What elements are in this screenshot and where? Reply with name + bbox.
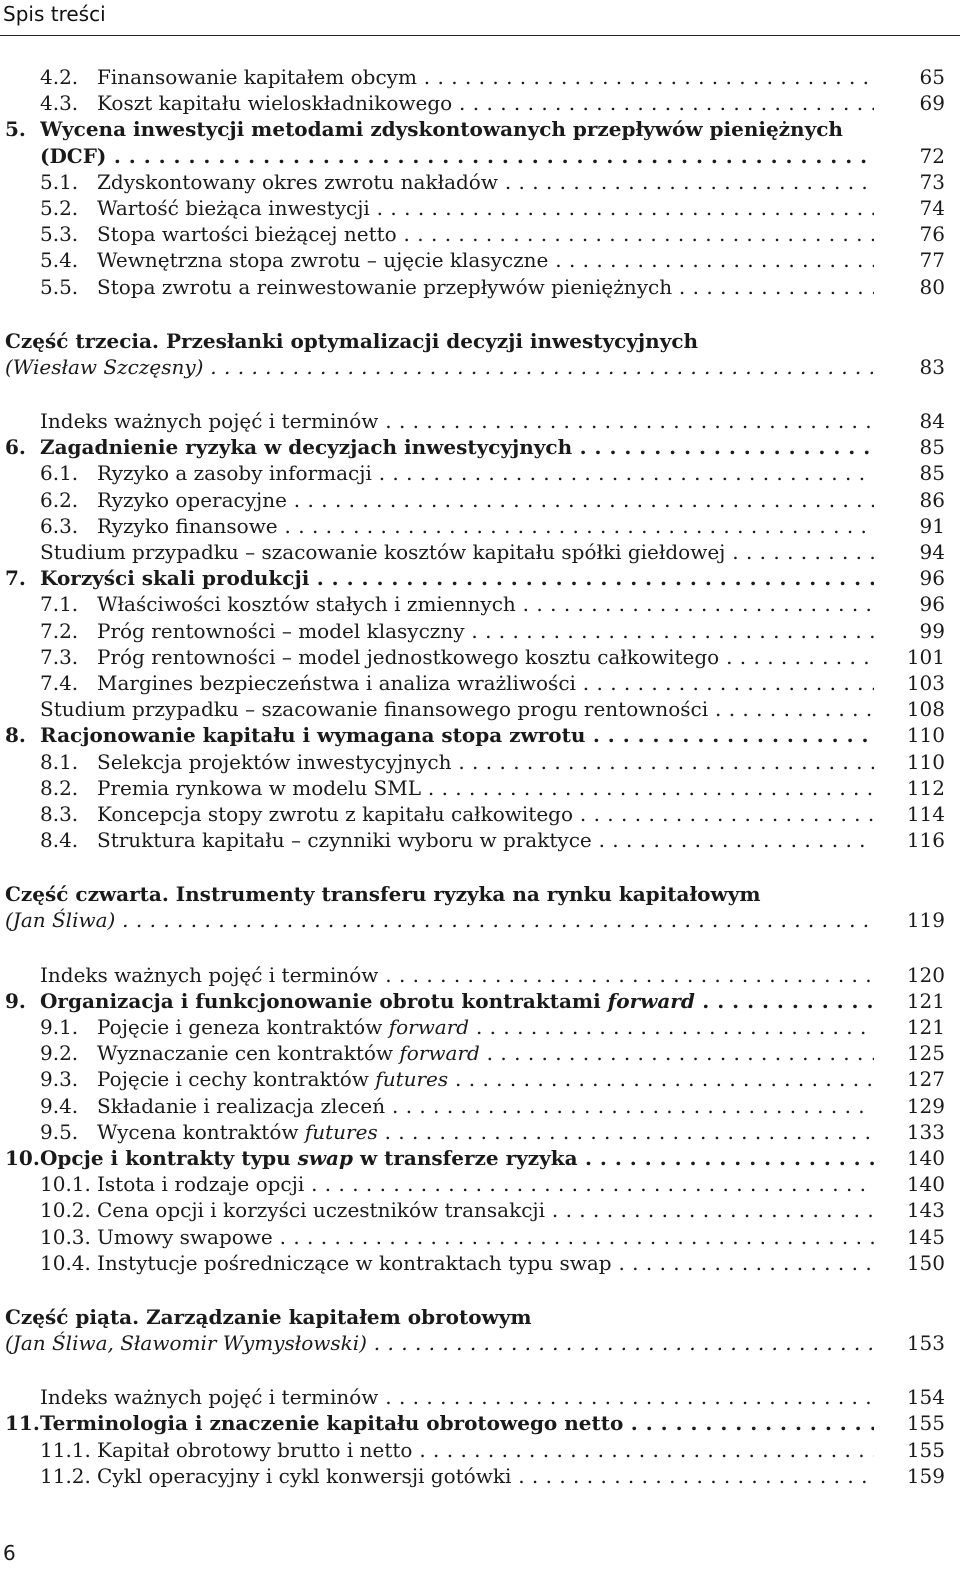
page-number: 125	[906, 1041, 945, 1066]
toc-entry[interactable]	[0, 1463, 960, 1489]
entry-number: 4.3.	[40, 91, 79, 116]
entry-number: 9.3.	[40, 1067, 79, 1092]
toc-entry[interactable]	[0, 116, 960, 142]
title-text: Opcje i kontrakty typu	[40, 1145, 291, 1170]
entry-title	[97, 1093, 874, 1119]
toc-entry[interactable]	[0, 1093, 960, 1119]
title-text: Cena opcji i korzyści uczestników transakcji	[97, 1198, 546, 1223]
toc-entry[interactable]	[0, 274, 960, 300]
toc-entry[interactable]	[0, 1384, 960, 1410]
entry-number: 9.2.	[40, 1041, 79, 1066]
chapter-number: 6.	[5, 435, 26, 460]
toc-entry[interactable]	[0, 670, 960, 696]
toc-entry[interactable]	[0, 1014, 960, 1040]
toc-entry[interactable]	[0, 722, 960, 748]
page-number: 101	[906, 644, 945, 669]
page-number: 110	[906, 749, 945, 774]
page-number: 83	[919, 354, 945, 379]
running-header: Spis treści	[3, 2, 106, 26]
toc-entry[interactable]	[0, 354, 960, 380]
entry-title	[40, 539, 874, 565]
toc-entry[interactable]	[0, 907, 960, 933]
toc-entry[interactable]	[0, 1145, 960, 1171]
page-number: 159	[906, 1463, 945, 1488]
title-italic-term: futures	[375, 1067, 449, 1092]
toc-entry[interactable]	[0, 247, 960, 273]
title-text: Instrumenty transferu ryzyka na rynku kapitałowym	[175, 882, 761, 907]
toc-entry[interactable]	[0, 1040, 960, 1066]
toc-entry[interactable]	[0, 881, 960, 907]
toc-entry[interactable]	[0, 988, 960, 1014]
page-number: 121	[906, 988, 945, 1013]
toc-entry[interactable]	[0, 1437, 960, 1463]
title-text: Premia rynkowa w modelu SML	[97, 775, 422, 800]
entry-number: 6.1.	[40, 461, 79, 486]
title-italic-term: futures	[304, 1119, 378, 1144]
entry-title	[97, 1224, 874, 1250]
title-text: Ryzyko operacyjne	[97, 487, 287, 512]
title-text: Korzyści skali produkcji	[40, 566, 310, 591]
toc-entry[interactable]	[0, 696, 960, 722]
toc-entry[interactable]	[0, 1066, 960, 1092]
title-text: Przesłanki optymalizacji decyzji inwestycyjnych	[165, 328, 699, 353]
entry-title	[97, 618, 874, 644]
entry-title	[40, 962, 874, 988]
page-number: 140	[906, 1172, 945, 1197]
title-text: (Wiesław Szczęsny)	[5, 354, 204, 379]
part-label: Część piąta.	[5, 1304, 140, 1329]
chapter-title	[40, 1410, 874, 1436]
title-text: Stopa wartości bieżącej netto	[97, 222, 397, 247]
toc-entry[interactable]	[0, 460, 960, 486]
page-number: 73	[919, 169, 945, 194]
page-number: 94	[919, 540, 945, 564]
page-number: 74	[919, 195, 945, 220]
page-number: 143	[906, 1198, 945, 1223]
title-text: Ryzyko finansowe	[97, 513, 278, 538]
chapter-number: 9.	[5, 988, 26, 1013]
toc-entry[interactable]	[0, 487, 960, 513]
entry-number: 5.3.	[40, 222, 79, 247]
page-folio: 6	[3, 1541, 16, 1565]
title-text: Terminologia i znaczenie kapitału obrotowego netto	[40, 1411, 624, 1436]
toc-entry[interactable]	[0, 1410, 960, 1436]
title-text: (Jan Śliwa, Sławomir Wymysłowski)	[5, 1331, 367, 1356]
page-number: 99	[919, 618, 945, 643]
toc-entry[interactable]	[0, 1119, 960, 1145]
title-text: Struktura kapitału – czynniki wyboru w praktyce	[97, 828, 592, 853]
title-italic-term: forward	[399, 1041, 480, 1066]
part-authors	[5, 907, 874, 933]
part-authors	[5, 1330, 874, 1356]
title-text: Finansowanie kapitałem obcym	[97, 65, 417, 89]
chapter-title-continued	[40, 143, 874, 169]
page-number: 84	[919, 409, 945, 434]
page-number: 112	[906, 775, 945, 800]
entry-title	[97, 460, 874, 486]
toc-entry[interactable]	[0, 64, 960, 90]
entry-title	[97, 827, 874, 853]
title-text: Instytucje pośredniczące w kontraktach typu swap	[97, 1250, 612, 1275]
toc-entry[interactable]	[0, 565, 960, 591]
entry-number: 8.4.	[40, 828, 79, 853]
title-text: Indeks ważnych pojęć i terminów	[40, 1385, 379, 1410]
title-text: Koncepcja stopy zwrotu z kapitału całkowitego	[97, 801, 574, 826]
toc-entry[interactable]	[0, 591, 960, 617]
chapter-number: 11.	[5, 1411, 40, 1436]
entry-title	[97, 644, 874, 670]
title-text: (DCF)	[40, 143, 107, 168]
entry-title	[97, 749, 874, 775]
entry-title	[97, 1014, 874, 1040]
toc-entry[interactable]	[0, 1304, 960, 1330]
entry-number: 4.2.	[40, 65, 79, 89]
entry-number: 5.4.	[40, 248, 79, 273]
entry-number: 10.2.	[40, 1198, 91, 1223]
title-text: Stopa zwrotu a reinwestowanie przepływów pieniężnych	[97, 274, 673, 299]
entry-number: 9.5.	[40, 1119, 79, 1144]
toc-entry[interactable]	[0, 801, 960, 827]
title-text: Zagadnienie ryzyka w decyzjach inwestycyjnych	[40, 435, 573, 460]
entry-title	[97, 274, 874, 300]
toc-entry[interactable]	[0, 775, 960, 801]
entry-title	[97, 90, 874, 116]
page-number: 85	[919, 461, 945, 486]
entry-title	[97, 801, 874, 827]
header-rule	[0, 35, 960, 36]
page-number: 140	[906, 1145, 945, 1170]
title-text: Próg rentowności – model klasyczny	[97, 618, 465, 643]
title-text: Istota i rodzaje opcji	[97, 1172, 305, 1197]
entry-title	[97, 1066, 874, 1092]
page-number: 154	[906, 1385, 945, 1410]
title-text: Wycena kontraktów	[97, 1119, 299, 1144]
entry-title	[97, 1437, 874, 1463]
page-number: 133	[906, 1119, 945, 1144]
toc-entry[interactable]	[0, 1171, 960, 1197]
chapter-title	[40, 722, 874, 748]
title-text: Indeks ważnych pojęć i terminów	[40, 409, 379, 434]
toc-entry[interactable]	[0, 827, 960, 853]
entry-number: 7.3.	[40, 644, 79, 669]
toc-entry[interactable]	[0, 749, 960, 775]
toc-entry[interactable]	[0, 408, 960, 434]
entry-number: 5.2.	[40, 195, 79, 220]
title-text: Pojęcie i geneza kontraktów	[97, 1015, 383, 1039]
title-text: Pojęcie i cechy kontraktów	[97, 1067, 369, 1092]
chapter-title	[40, 116, 874, 142]
entry-title	[97, 1463, 874, 1489]
entry-title	[97, 513, 874, 539]
page-number: 119	[906, 908, 945, 933]
page-number: 114	[906, 801, 945, 826]
page-number: 155	[906, 1437, 945, 1462]
chapter-title	[40, 434, 874, 460]
entry-number: 9.4.	[40, 1093, 79, 1118]
toc-entry[interactable]	[0, 90, 960, 116]
table-of-contents	[0, 64, 960, 1489]
entry-title	[97, 487, 874, 513]
title-italic-term: forward	[607, 988, 695, 1013]
page-number: 108	[906, 697, 945, 722]
entry-number: 9.1.	[40, 1015, 79, 1039]
title-text: Składanie i realizacja zleceń	[97, 1093, 386, 1118]
page-number: 145	[906, 1224, 945, 1249]
page-number: 127	[906, 1067, 945, 1092]
title-text: Próg rentowności – model jednostkowego kosztu całkowitego	[97, 644, 720, 669]
chapter-number: 5.	[5, 117, 26, 142]
entry-number: 5.1.	[40, 169, 79, 194]
entry-title	[97, 591, 874, 617]
entry-number: 10.1.	[40, 1172, 91, 1197]
page-number: 69	[919, 91, 945, 116]
chapter-number: 7.	[5, 566, 26, 591]
entry-title	[40, 1384, 874, 1410]
page-number: 96	[919, 566, 945, 591]
entry-title	[97, 1171, 874, 1197]
page-number: 121	[906, 1015, 945, 1039]
page-number: 72	[919, 143, 945, 168]
title-text: Margines bezpieczeństwa i analiza wrażliwości	[97, 670, 576, 695]
part-authors	[5, 354, 874, 380]
entry-title	[97, 195, 874, 221]
page-number: 103	[906, 670, 945, 695]
page-number: 65	[919, 65, 945, 89]
page-number: 77	[919, 248, 945, 273]
page-number: 96	[919, 592, 945, 617]
toc-entry[interactable]	[0, 195, 960, 221]
toc-entry[interactable]	[0, 1330, 960, 1356]
page-number: 110	[906, 723, 945, 748]
toc-entry[interactable]	[0, 644, 960, 670]
page-number: 76	[919, 222, 945, 247]
entry-number: 8.1.	[40, 749, 79, 774]
page-number: 80	[919, 274, 945, 299]
chapter-number: 10.	[5, 1145, 40, 1170]
part-label: Część trzecia.	[5, 328, 159, 353]
part-label: Część czwarta.	[5, 882, 169, 907]
page-number: 86	[919, 487, 945, 512]
entry-number: 10.4.	[40, 1250, 91, 1275]
chapter-title	[40, 1145, 874, 1171]
chapter-number: 8.	[5, 723, 26, 748]
chapter-title	[40, 565, 874, 591]
entry-title	[40, 696, 874, 722]
part-heading	[5, 1304, 874, 1330]
page-number: 85	[919, 435, 945, 460]
title-text: Wyznaczanie cen kontraktów	[97, 1041, 394, 1066]
toc-entry[interactable]	[0, 328, 960, 354]
title-text: Ryzyko a zasoby informacji	[97, 461, 372, 486]
entry-title	[97, 775, 874, 801]
entry-number: 5.5.	[40, 274, 79, 299]
entry-number: 11.1.	[40, 1437, 91, 1462]
entry-number: 7.4.	[40, 670, 79, 695]
chapter-title	[40, 988, 874, 1014]
entry-number: 6.2.	[40, 487, 79, 512]
toc-entry[interactable]	[0, 434, 960, 460]
toc-entry[interactable]	[0, 221, 960, 247]
part-heading	[5, 881, 874, 907]
page-number: 120	[906, 962, 945, 987]
entry-number: 7.2.	[40, 618, 79, 643]
entry-number: 11.2.	[40, 1463, 91, 1488]
entry-title	[97, 64, 874, 90]
entry-title	[40, 408, 874, 434]
toc-entry[interactable]	[0, 539, 960, 565]
title-text: Umowy swapowe	[97, 1224, 273, 1249]
title-text: Organizacja i funkcjonowanie obrotu kontraktami	[40, 988, 601, 1013]
part-heading	[5, 328, 874, 354]
title-text: Studium przypadku – szacowanie kosztów kapitału spółki giełdowej	[40, 540, 726, 564]
page-number: 150	[906, 1250, 945, 1275]
entry-title	[97, 1197, 874, 1223]
title-text: Cykl operacyjny i cykl konwersji gotówki	[97, 1463, 512, 1488]
toc-entry[interactable]	[0, 143, 960, 169]
title-text: Wartość bieżąca inwestycji	[97, 195, 370, 220]
entry-title	[97, 1250, 874, 1276]
title-text: Studium przypadku – szacowanie finansowego progu rentowności	[40, 697, 709, 722]
entry-title	[97, 247, 874, 273]
page-number: 155	[906, 1411, 945, 1436]
title-italic-term: swap	[297, 1145, 353, 1170]
title-text: Kapitał obrotowy brutto i netto	[97, 1437, 413, 1462]
entry-title	[97, 1119, 874, 1145]
entry-title	[97, 1040, 874, 1066]
page-number: 129	[906, 1093, 945, 1118]
entry-title	[97, 169, 874, 195]
title-text: Racjonowanie kapitału i wymagana stopa zwrotu	[40, 723, 586, 748]
entry-number: 8.2.	[40, 775, 79, 800]
title-italic-term: forward	[388, 1015, 470, 1039]
title-text: Zarządzanie kapitałem obrotowym	[146, 1304, 532, 1329]
entry-title	[97, 670, 874, 696]
title-text: Wycena inwestycji metodami zdyskontowanych przepływów pieniężnych	[40, 117, 843, 142]
page-number: 91	[919, 513, 945, 538]
title-text: Właściwości kosztów stałych i zmiennych	[97, 592, 516, 617]
page-number: 116	[906, 828, 945, 853]
entry-number: 7.1.	[40, 592, 79, 617]
entry-number: 10.3.	[40, 1224, 91, 1249]
entry-title	[97, 221, 874, 247]
toc-entry[interactable]	[0, 1250, 960, 1276]
title-text: Indeks ważnych pojęć i terminów	[40, 962, 379, 987]
title-text: Wewnętrzna stopa zwrotu – ujęcie klasyczne	[97, 248, 549, 273]
page-number: 153	[906, 1331, 945, 1356]
toc-entry[interactable]	[0, 962, 960, 988]
toc-entry[interactable]	[0, 618, 960, 644]
entry-number: 8.3.	[40, 801, 79, 826]
toc-entry[interactable]	[0, 1224, 960, 1250]
toc-entry[interactable]	[0, 1197, 960, 1223]
toc-entry[interactable]	[0, 513, 960, 539]
title-text: Selekcja projektów inwestycyjnych	[97, 749, 452, 774]
title-text: Zdyskontowany okres zwrotu nakładów	[97, 169, 498, 194]
title-text: (Jan Śliwa)	[5, 908, 116, 933]
title-text: Koszt kapitału wieloskładnikowego	[97, 91, 453, 116]
title-text-after: w transferze ryzyka	[359, 1145, 578, 1170]
toc-entry[interactable]	[0, 169, 960, 195]
entry-number: 6.3.	[40, 513, 79, 538]
